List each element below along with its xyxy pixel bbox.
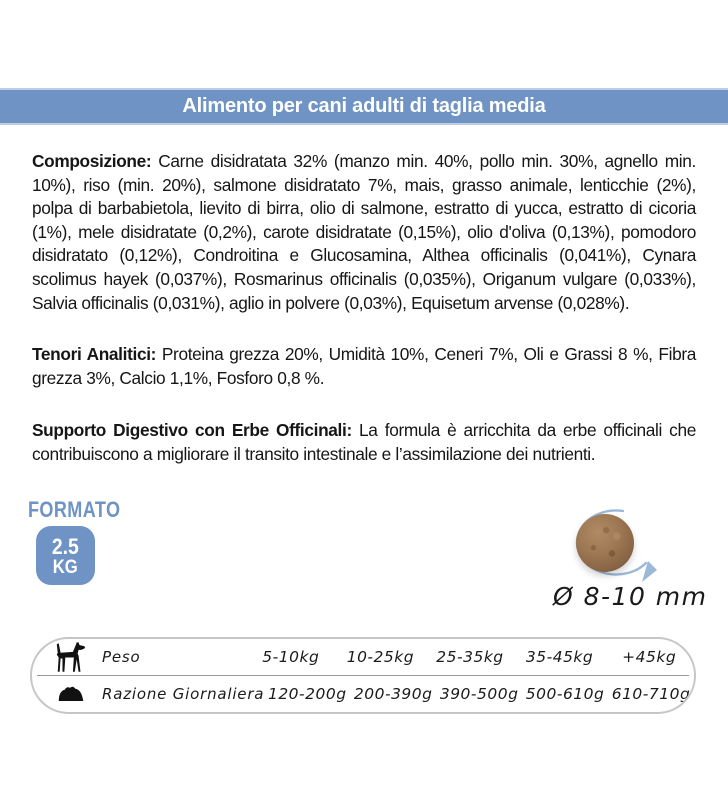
bag-size-unit: KG	[52, 556, 79, 578]
analytical-constituents-text: Proteina grezza 20%, Umidità 10%, Ceneri 7%, Oli e Grassi 8 %, Fibra grezza 3%, Calcio 1,1%, Fosforo 0,8 %.	[32, 344, 696, 388]
ration-value: 500-610g	[525, 685, 605, 703]
weight-value: 25-35kg	[436, 648, 504, 666]
digestive-support-paragraph	[32, 419, 696, 466]
weight-value: 35-45kg	[525, 648, 594, 666]
ration-row-label: Razione Giornaliera	[102, 685, 265, 703]
analytical-constituents-paragraph	[32, 343, 696, 390]
composition-paragraph	[32, 150, 696, 315]
table-row-weight	[32, 639, 694, 675]
page-title: Alimento per cani adulti di taglia media	[182, 95, 546, 117]
weight-value: 5-10kg	[262, 648, 320, 666]
kibble-diameter-label: Ø 8-10 mm	[553, 582, 708, 611]
table-row-ration	[32, 676, 694, 712]
digestive-support-text: La formula è arricchita da erbe officinali che contribuiscono a migliorare il transito intestinale e l’assimilazione dei nutrienti.	[32, 420, 696, 464]
analytical-constituents-label: Tenori Analitici:	[32, 344, 157, 364]
weight-value: 10-25kg	[346, 648, 415, 666]
bowl-icon	[52, 685, 90, 703]
weight-row-label: Peso	[102, 648, 141, 666]
dog-icon	[52, 641, 90, 674]
ration-row-header	[32, 685, 264, 703]
ration-value: 200-390g	[353, 685, 433, 703]
kibble-illustration	[545, 498, 710, 623]
weight-value: +45kg	[622, 648, 677, 666]
weight-row-header	[32, 641, 246, 674]
header-bar	[0, 88, 728, 125]
composition-text: Carne disidratata 32% (manzo min. 40%, pollo min. 30%, agnello min. 10%), riso (min. 20%), salmone disidratato 7%, mais, grasso animale, lenticchie (2%), polpa di barbabietola, lievito di birra, olio di salmone, estratto di yucca, estratto di cicoria (1%), mele disidratate (0,2%), carote disidratate (0,15%), olio d'oliva (0,13%), pomodoro disidratato (0,12%), Condroitina e Glucosamina, Althea officinalis (0,041%), Cynara scolimus hayek (0,037%), Rosmarinus officinalis (0,035%), Origanum vulgare (0,033%), Salvia officinalis (0,031%), aglio in polvere (0,03%), Equisetum arvense (0,028%).	[32, 151, 697, 313]
kibble-image	[576, 514, 634, 572]
digestive-support-label: Supporto Digestivo con Erbe Officinali:	[32, 420, 352, 440]
bag-size-value: 2.5	[52, 533, 79, 559]
format-heading: FORMATO	[28, 497, 121, 522]
feeding-table	[30, 637, 696, 714]
ration-value: 120-200g	[267, 685, 347, 703]
ration-value: 390-500g	[439, 685, 519, 703]
ration-value: 610-710g	[611, 685, 691, 703]
bag-size-badge	[36, 526, 95, 585]
composition-label: Composizione:	[32, 151, 152, 171]
